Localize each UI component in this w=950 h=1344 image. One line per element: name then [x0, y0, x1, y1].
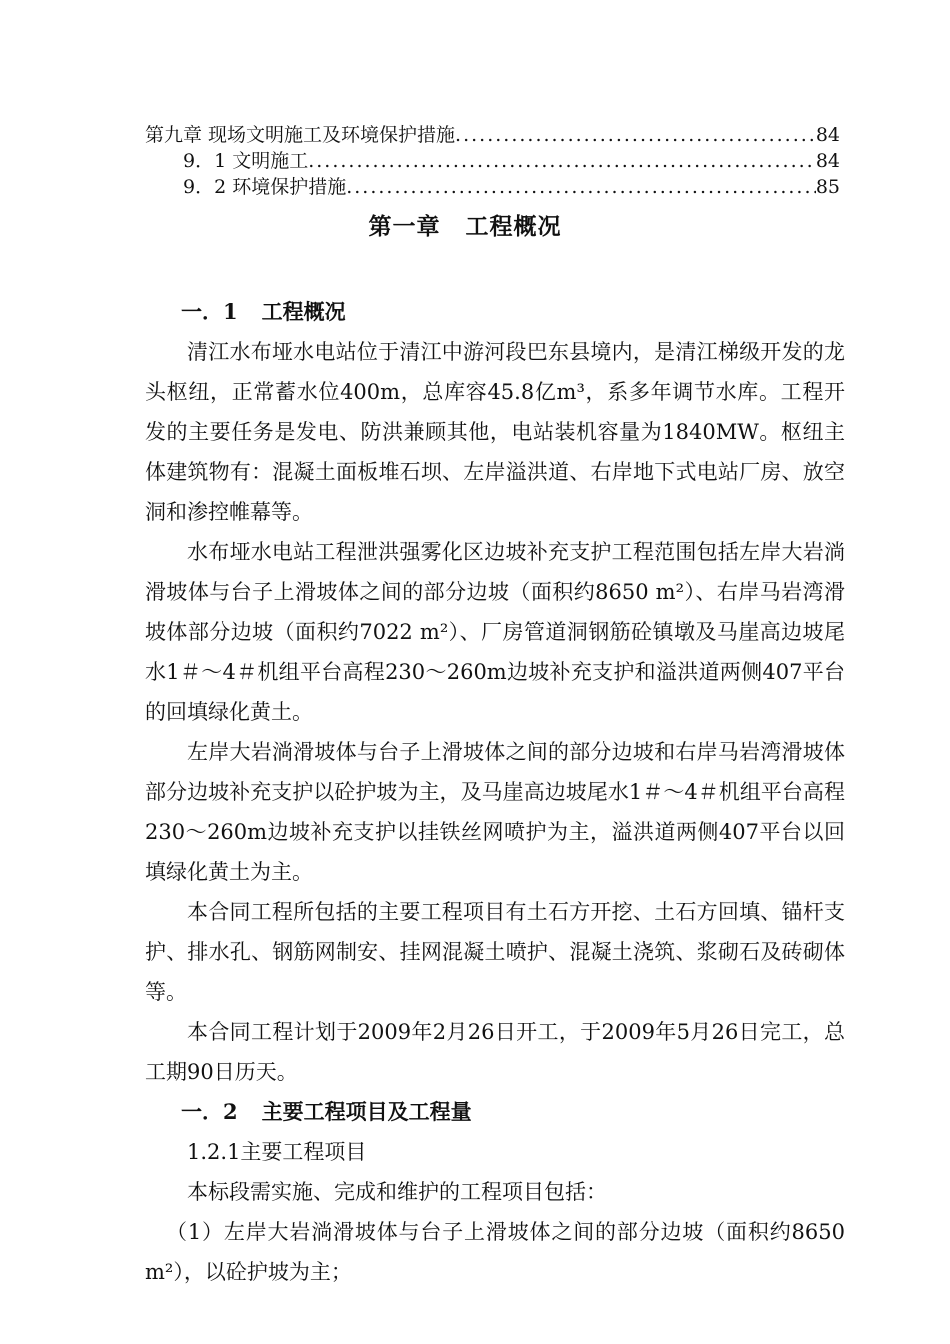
- toc-entry-title: 9．2 环境保护措施: [183, 176, 347, 198]
- list-item: （1）左岸大岩淌滑坡体与台子上滑坡体之间的部分边坡（面积约8650 m²），以砼护坡为主；: [145, 1220, 845, 1284]
- chapter-body: [145, 292, 845, 1292]
- toc-entry-title: 9．1 文明施工: [183, 150, 309, 172]
- paragraph: 本标段需实施、完成和维护的工程项目包括：: [187, 1180, 607, 1204]
- section-title: 主要工程项目及工程量: [261, 1099, 472, 1124]
- paragraph: 清江水布垭水电站位于清江中游河段巴东县境内，是清江梯级开发的龙头枢纽，正常蓄水位400m，总库容45.8亿m³，系多年调节水库。工程开发的主要任务是发电、防洪兼顾其他，电站装机容量为1840MW。枢纽主体建筑物有：混凝土面板堆石坝、左岸溢洪道、右岸地下式电站厂房、放空洞和渗控帷幕等。: [145, 340, 845, 524]
- section-heading-1-2: [145, 1092, 845, 1132]
- toc-leader-dots: [346, 174, 816, 200]
- toc-entry-title: 第九章 现场文明施工及环境保护措施: [145, 124, 456, 146]
- toc-entry-9-1[interactable]: [145, 148, 840, 174]
- paragraph: 左岸大岩淌滑坡体与台子上滑坡体之间的部分边坡和右岸马岩湾滑坡体部分边坡补充支护以砼护坡为主，及马崖高边坡尾水1＃～4＃机组平台高程230～260m边坡补充支护以挂铁丝网喷护为主，溢洪道两侧407平台以回填绿化黄土为主。: [145, 740, 845, 884]
- chapter-number: 第一章: [368, 213, 441, 240]
- toc-entry-chapter-9[interactable]: [145, 122, 840, 148]
- toc-leader-dots: [308, 148, 816, 174]
- toc-entry-9-2[interactable]: [145, 174, 840, 200]
- toc-entry-page: 84: [815, 124, 840, 146]
- chapter-heading: [0, 208, 930, 241]
- paragraph: 本合同工程计划于2009年2月26日开工，于2009年5月26日完工，总工期90日历天。: [145, 1020, 845, 1084]
- paragraph: 水布垭水电站工程泄洪强雾化区边坡补充支护工程范围包括左岸大岩淌滑坡体与台子上滑坡体之间的部分边坡（面积约8650 m²）、右岸马岩湾滑坡体部分边坡（面积约7022 m²）、厂房管道洞钢筋砼镇墩及马崖高边坡尾水1＃～4＃机组平台高程230～260m边坡补充支护和溢洪道两侧407平台的回填绿化黄土。: [145, 540, 845, 724]
- section-number: 一．2: [181, 1099, 238, 1124]
- toc-entry-page: 84: [815, 150, 840, 172]
- section-heading-1-1: [145, 292, 845, 332]
- subsection-heading: 1.2.1主要工程项目: [187, 1140, 367, 1164]
- section-number: 一．1: [181, 299, 238, 324]
- toc-leader-dots: [455, 122, 816, 148]
- table-of-contents: [145, 122, 840, 200]
- chapter-title: 工程概况: [465, 213, 562, 240]
- toc-entry-page: 85: [815, 176, 840, 198]
- paragraph: 本合同工程所包括的主要工程项目有土石方开挖、土石方回填、锚杆支护、排水孔、钢筋网制安、挂网混凝土喷护、混凝土浇筑、浆砌石及砖砌体等。: [145, 900, 845, 1004]
- section-title: 工程概况: [261, 299, 346, 324]
